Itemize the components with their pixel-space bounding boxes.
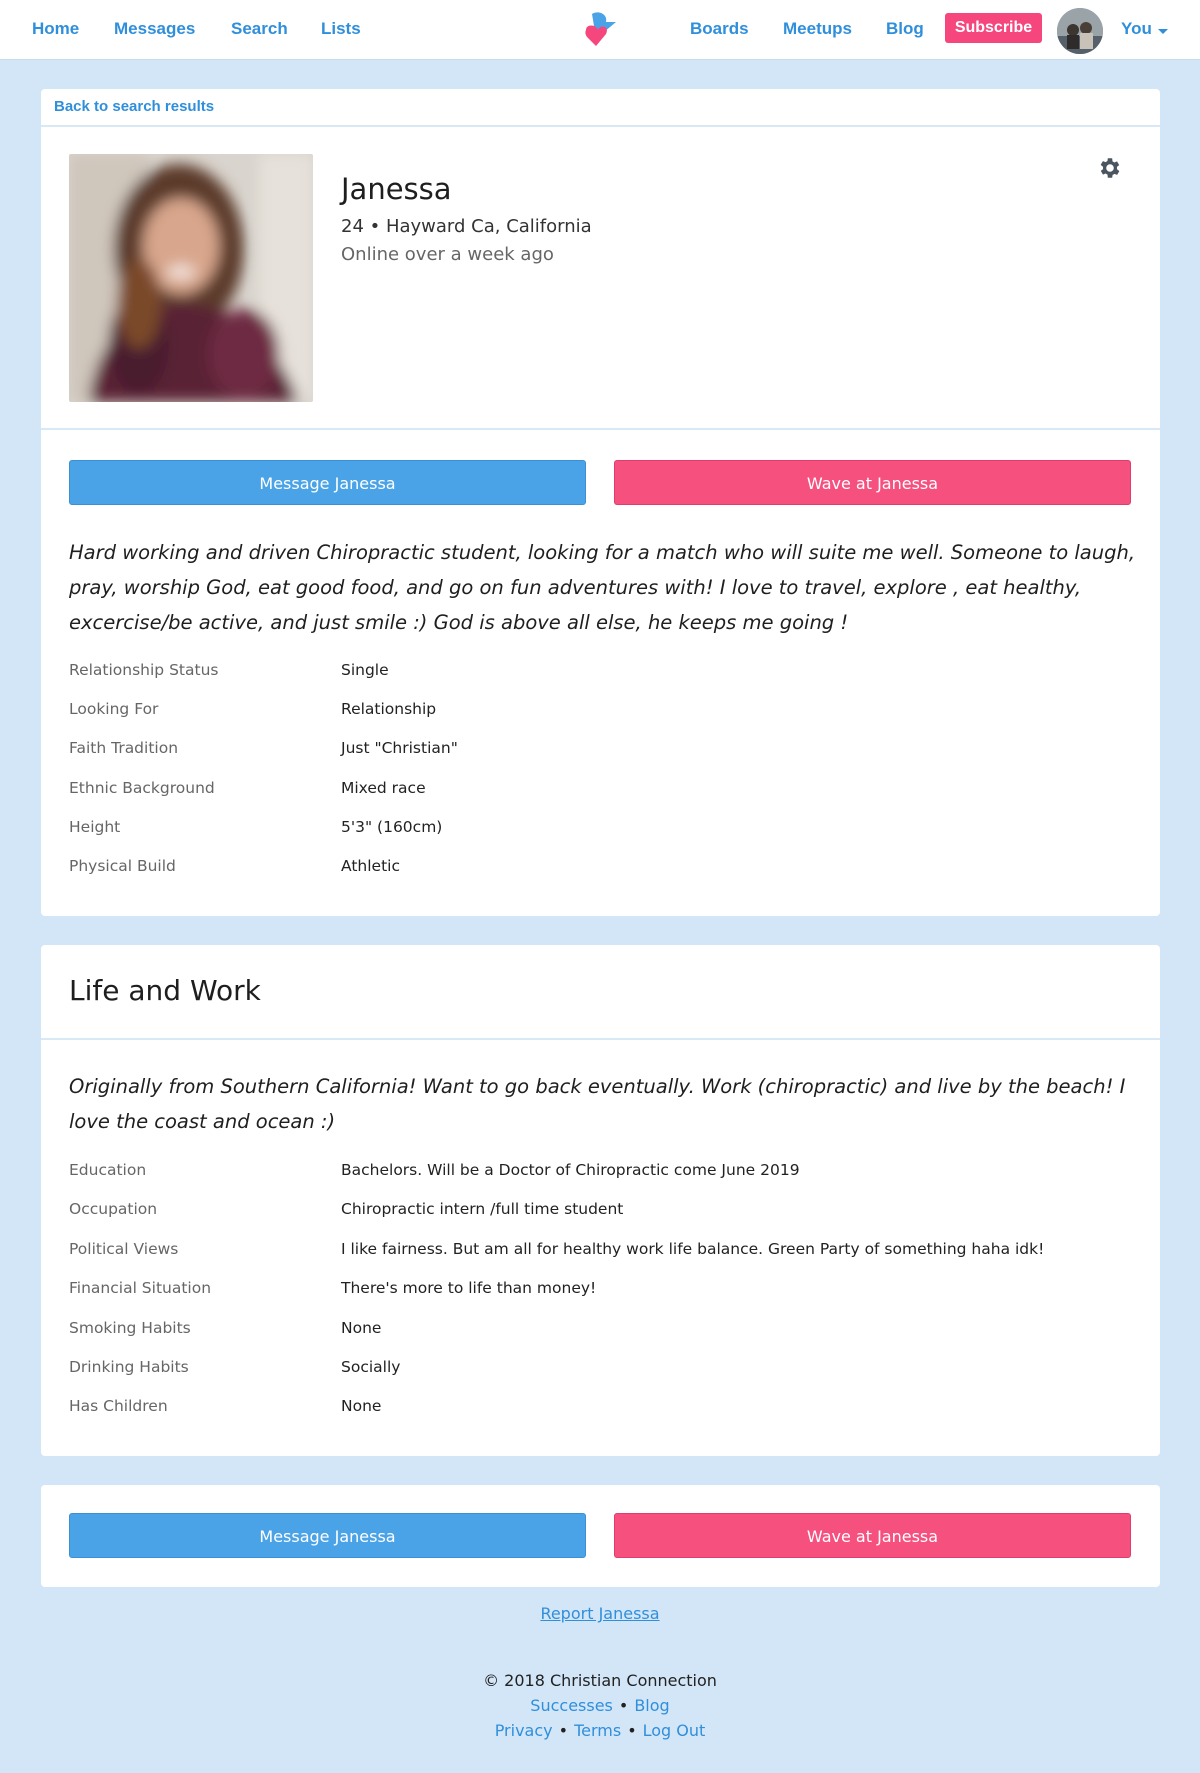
footer-links-row [0, 1696, 1200, 1715]
wave-button[interactable]: Wave at Janessa [614, 1513, 1131, 1558]
detail-value: Single [341, 661, 389, 679]
bottom-actions-card [41, 1485, 1160, 1587]
profile-last-online: Online over a week ago [341, 244, 554, 265]
nav-meetups[interactable]: Meetups [783, 19, 852, 38]
life-work-card [41, 945, 1160, 1456]
profile-photo[interactable] [69, 154, 313, 402]
detail-value: Relationship [341, 700, 437, 718]
detail-value: Chiropractic intern /full time student [341, 1200, 624, 1218]
nav-boards[interactable]: Boards [690, 19, 749, 38]
report-link[interactable]: Report Janessa [540, 1604, 660, 1623]
detail-label: Drinking Habits [69, 1358, 189, 1376]
nav-blog[interactable]: Blog [886, 19, 924, 38]
subscribe-button[interactable]: Subscribe [945, 13, 1042, 43]
detail-value: Socially [341, 1358, 401, 1376]
life-work-bio: Originally from Southern California! Want to go back eventually. Work (chiropractic) and live by the beach! I love the coast and ocean :) [69, 1075, 1126, 1133]
footer-terms-link[interactable]: Terms [574, 1721, 622, 1740]
separator-dot: • [558, 1721, 569, 1740]
top-navigation [0, 0, 1200, 60]
nav-you-menu[interactable]: You [1121, 19, 1152, 38]
nav-search[interactable]: Search [231, 19, 288, 38]
detail-label: Political Views [69, 1240, 179, 1258]
detail-label: Has Children [69, 1397, 168, 1415]
detail-value: 5'3" (160cm) [341, 818, 443, 836]
profile-age-location: 24 • Hayward Ca, California [341, 216, 592, 237]
detail-label: Ethnic Background [69, 779, 215, 797]
detail-label: Faith Tradition [69, 739, 179, 757]
profile-card [41, 89, 1160, 916]
user-avatar[interactable] [1057, 8, 1103, 54]
nav-home[interactable]: Home [32, 19, 80, 38]
nav-lists[interactable]: Lists [321, 19, 361, 38]
chevron-down-icon[interactable] [1158, 29, 1168, 34]
divider [41, 1038, 1160, 1040]
detail-value: None [341, 1397, 382, 1415]
detail-value: Bachelors. Will be a Doctor of Chiropractic come June 2019 [341, 1161, 800, 1179]
copyright-text: © 2018 Christian Connection [483, 1671, 717, 1690]
nav-messages[interactable]: Messages [114, 19, 196, 38]
profile-bio: Hard working and driven Chiropractic student, looking for a match who will suite me well. Someone to laugh, pray, worship God, eat good food, and go on fun adventures with! I love to travel, explore , eat healthy, excercise/be active, and just smile :) God is above all else, he keeps me going ! [69, 541, 1136, 634]
footer-links-row [0, 1721, 1200, 1740]
message-button[interactable]: Message Janessa [69, 460, 586, 505]
site-logo-icon[interactable] [582, 10, 618, 50]
detail-label: Looking For [69, 700, 159, 718]
detail-label: Relationship Status [69, 661, 219, 679]
back-to-search-link[interactable]: Back to search results [54, 98, 215, 115]
detail-label: Education [69, 1161, 147, 1179]
detail-label: Physical Build [69, 857, 176, 875]
detail-label: Occupation [69, 1200, 158, 1218]
detail-value: Athletic [341, 857, 400, 875]
divider [41, 428, 1160, 430]
detail-value: None [341, 1319, 382, 1337]
footer-blog-link[interactable]: Blog [634, 1696, 670, 1715]
footer-successes-link[interactable]: Successes [530, 1696, 613, 1715]
profile-name: Janessa [341, 172, 452, 206]
divider [41, 125, 1160, 127]
detail-label: Smoking Habits [69, 1319, 191, 1337]
detail-value: Just "Christian" [341, 739, 458, 757]
wave-button[interactable]: Wave at Janessa [614, 460, 1131, 505]
section-title: Life and Work [69, 974, 261, 1007]
detail-label: Financial Situation [69, 1279, 212, 1297]
detail-value: There's more to life than money! [341, 1279, 597, 1297]
detail-label: Height [69, 818, 121, 836]
separator-dot: • [618, 1696, 629, 1715]
footer-privacy-link[interactable]: Privacy [494, 1721, 553, 1740]
gear-icon[interactable] [1097, 155, 1123, 181]
detail-value: Mixed race [341, 779, 426, 797]
separator-dot: • [627, 1721, 637, 1740]
message-button[interactable]: Message Janessa [69, 1513, 586, 1558]
footer-logout-link[interactable]: Log Out [642, 1721, 706, 1740]
detail-value: I like fairness. But am all for healthy work life balance. Green Party of something haha idk! [341, 1240, 1045, 1258]
